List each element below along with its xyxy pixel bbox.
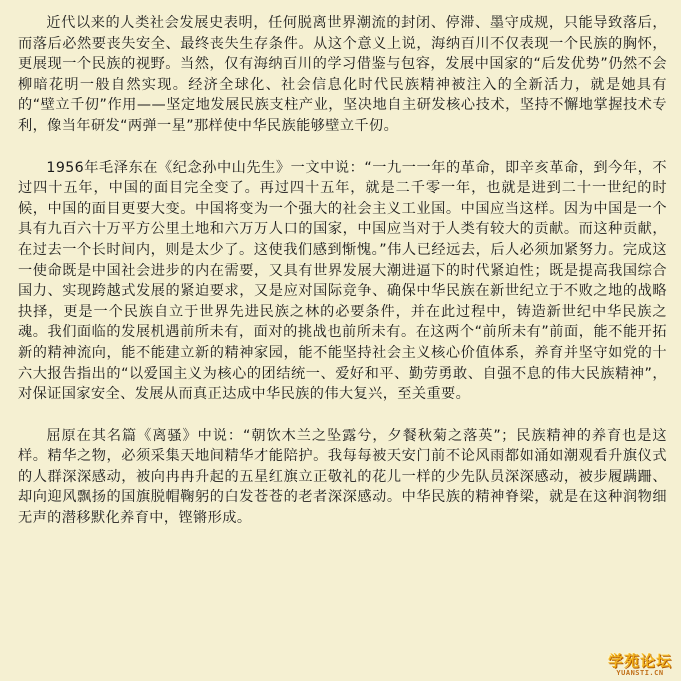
site-watermark-logo <box>605 654 675 677</box>
paragraph-1: 近代以来的人类社会发展史表明，任何脱离世界潮流的封闭、停滞、墨守成规，只能导致落后，而落后必然要丧失安全、最终丧失生存条件。从这个意义上说，海纳百川不仅表现一个民族的胸怀，更展现一个民族的视野。当然，仅有海纳百川的学习借鉴与包容，发展中国家的“后发优势”仍然不会柳暗花明一般自然实现。经济全球化、社会信息化时代民族精神被注入的全新活力，就是她具有的“壁立千仞”作用——坚定地发展民族支柱产业，坚决地自主研发核心技术，坚持不懈地掌握技术专利，像当年研发“两弹一星”那样使中华民族能够壁立千仞。 <box>18 15 667 134</box>
paragraph-3: 屈原在其名篇《离骚》中说：“朝饮木兰之坠露兮，夕餐秋菊之落英”；民族精神的养育也是这样。精华之物，必须采集天地间精华才能陪护。我每每被天安门前不论风雨都如涌如潮观看升旗仪式的人群深深感动，被向冉冉升起的五星红旗立正敬礼的花儿一样的少先队员深深感动，被步履蹒跚、却向迎风飘扬的国旗脱帽鞠躬的白发苍苍的老者深深感动。中华民族的精神脊梁，就是在这种润物细无声的潜移默化养育中，铿锵形成。 <box>18 427 667 527</box>
paragraph-2: 1956年毛泽东在《纪念孙中山先生》一文中说：“一九一一年的革命，即辛亥革命，到今年，不过四十五年，中国的面目完全变了。再过四十五年，就是二千零一年，也就是进到二十一世纪的时候，中国的面目更要大变。中国将变为一个强大的社会主义工业国。中国应当这样。因为中国是一个具有九百六十万平方公里土地和六万万人口的国家，中国应当对于人类有较大的贡献。而这种贡献，在过去一个长时间内，则是太少了。这使我们感到惭愧。”伟人已经远去，后人必须加紧努力。完成这一使命既是中国社会进步的内在需要，又具有世界发展大潮进逼下的时代紧迫性；既是提高我国综合国力、实现跨越式发展的紧迫要求，又是应对国际竞争、确保中华民族在新世纪立于不败之地的战略抉择，更是一个民族自立于世界先进民族之林的必要条件，并在此过程中，铸造新世纪中华民族之魂。我们面临的发展机遇前所未有，面对的挑战也前所未有。在这两个“前所未有”前面，能不能开拓新的精神流向，能不能建立新的精神家园，能不能坚持社会主义核心价值体系，养育并坚守如党的十六大报告指出的“以爱国主义为核心的团结统一、爱好和平、勤劳勇敢、自强不息的伟大民族精神”，对保证国家安全、发展从而真正达成中华民族的伟大复兴，至关重要。 <box>18 159 667 403</box>
watermark-title: 学苑论坛 <box>607 652 672 670</box>
watermark-url: YUANSTI.CN <box>616 669 664 677</box>
